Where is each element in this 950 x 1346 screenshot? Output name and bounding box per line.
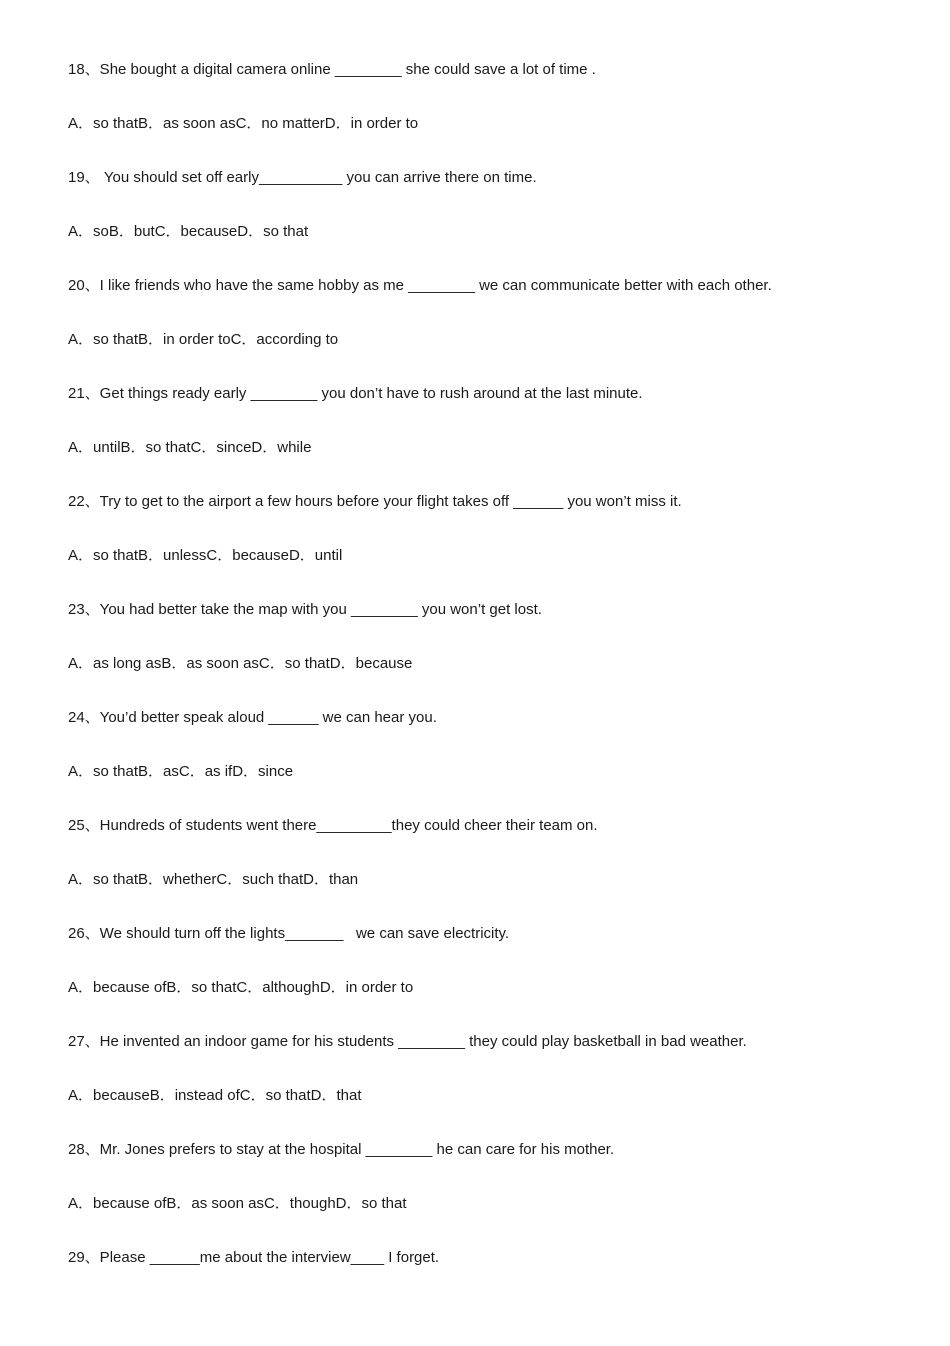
- question-list: [68, 58, 908, 1300]
- options-24: A．so thatB．asC．as ifD．since: [68, 763, 294, 780]
- options-25: A．so thatB．whetherC．such thatD．than: [68, 871, 359, 888]
- options-28: A．because ofB．as soon asC．thoughD．so that: [68, 1195, 407, 1212]
- question-18: 18、She bought a digital camera online ________ she could save a lot of time .: [68, 61, 596, 78]
- options-26: A．because ofB．so thatC．althoughD．in order to: [68, 979, 414, 996]
- question-24: 24、You’d better speak aloud ______ we can hear you.: [68, 709, 437, 726]
- options-23: A．as long asB．as soon asC．so thatD．because: [68, 655, 413, 672]
- question-28: 28、Mr. Jones prefers to stay at the hospital ________ he can care for his mother.: [68, 1141, 615, 1158]
- question-26: 26、We should turn off the lights_______ we can save electricity.: [68, 925, 510, 942]
- question-29: 29、Please ______me about the interview____ I forget.: [68, 1249, 440, 1266]
- question-20: 20、I like friends who have the same hobby as me ________ we can communicate better with each other.: [68, 277, 772, 294]
- options-27: A．becauseB．instead ofC．so thatD．that: [68, 1087, 362, 1104]
- options-19: A．soB．butC．becauseD．so that: [68, 223, 309, 240]
- question-23: 23、You had better take the map with you ________ you won’t get lost.: [68, 601, 542, 618]
- question-25: 25、Hundreds of students went there_________they could cheer their team on.: [68, 817, 598, 834]
- question-27: 27、He invented an indoor game for his students ________ they could play basketball in bad weather.: [68, 1033, 747, 1050]
- question-21: 21、Get things ready early ________ you don’t have to rush around at the last minute.: [68, 385, 643, 402]
- options-21: A．untilB．so thatC．sinceD．while: [68, 439, 312, 456]
- options-18: A．so thatB．as soon asC．no matterD．in order to: [68, 115, 419, 132]
- question-19: 19、 You should set off early__________ you can arrive there on time.: [68, 169, 537, 186]
- question-22: 22、Try to get to the airport a few hours before your flight takes off ______ you won’t miss it.: [68, 493, 682, 510]
- options-22: A．so thatB．unlessC．becauseD．until: [68, 547, 343, 564]
- options-20: A．so thatB．in order toC．according to: [68, 331, 339, 348]
